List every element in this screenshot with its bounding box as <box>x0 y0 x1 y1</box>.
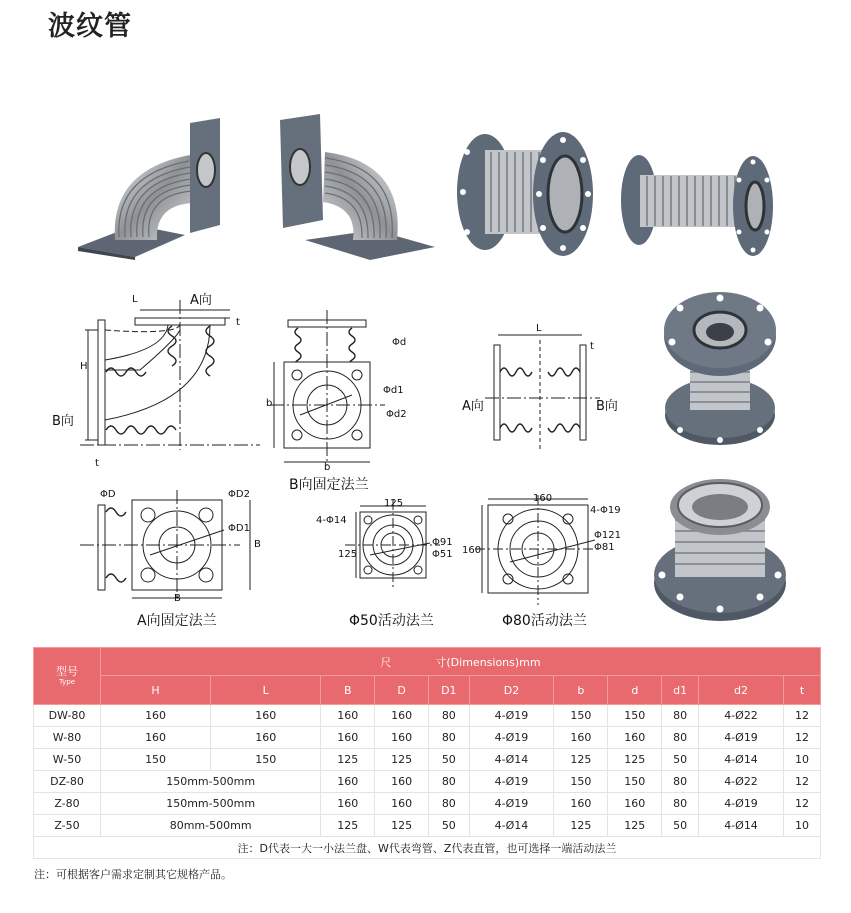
label-L-top: L <box>132 294 138 305</box>
cell: 50 <box>662 815 699 837</box>
table-row <box>34 749 821 771</box>
cell: 160 <box>321 705 375 727</box>
label-a-dir-mid: A向 <box>462 399 484 414</box>
cell: 4-Ø19 <box>699 727 784 749</box>
caption-b-fixed-flange: B向固定法兰 <box>289 477 369 493</box>
caption-a-fixed-flange: A向固定法兰 <box>137 613 217 629</box>
cell: 80 <box>429 771 469 793</box>
label-b-left: b <box>266 398 273 409</box>
cell: 150 <box>554 705 608 727</box>
col-header: t <box>783 676 820 705</box>
cell: 4-Ø19 <box>469 727 554 749</box>
label-t-mid: t <box>590 341 594 352</box>
cell: 50 <box>429 749 469 771</box>
cell: 160 <box>101 705 211 727</box>
cell: 150 <box>608 771 662 793</box>
cell: 160 <box>375 771 429 793</box>
label-a-dir-top: A向 <box>190 293 212 308</box>
caption-f50-flange: Φ50活动法兰 <box>349 613 434 629</box>
label-phiD2: ΦD2 <box>228 489 250 500</box>
col-header: B <box>321 676 375 705</box>
cell-type: W-80 <box>34 727 101 749</box>
cell: 150 <box>211 749 321 771</box>
caption-f80-flange: Φ80活动法兰 <box>502 613 587 629</box>
cell: 160 <box>375 793 429 815</box>
cell: 160 <box>554 793 608 815</box>
type-header-label-en: Type <box>58 678 76 686</box>
cell: 80 <box>429 793 469 815</box>
table-row <box>34 793 821 815</box>
cell: 4-Ø19 <box>469 793 554 815</box>
cell: 125 <box>321 749 375 771</box>
label-phi-d1: Φd1 <box>383 385 404 396</box>
label-B-bottom: B <box>174 593 181 604</box>
cell: 160 <box>608 793 662 815</box>
footnote: 注：可根据客户需求定制其它规格产品。 <box>34 868 232 881</box>
cell-range: 150mm-500mm <box>101 793 321 815</box>
cell: 80 <box>662 727 699 749</box>
cell: 150 <box>608 705 662 727</box>
col-header: D2 <box>469 676 554 705</box>
label-B-right: B <box>254 539 261 550</box>
label-b-dir-left: B向 <box>52 414 74 429</box>
cell: 4-Ø14 <box>469 749 554 771</box>
cell: 160 <box>375 727 429 749</box>
cell: 125 <box>321 815 375 837</box>
label-f50-holes: 4-Φ14 <box>316 515 347 526</box>
col-header: L <box>211 676 321 705</box>
cell: 160 <box>375 705 429 727</box>
type-header-cell <box>34 648 101 705</box>
table-row <box>34 705 821 727</box>
label-phiD: ΦD <box>100 489 116 500</box>
label-phiD1: ΦD1 <box>228 523 250 534</box>
label-f80-phi81: Φ81 <box>594 542 615 553</box>
label-L-mid: L <box>536 323 542 334</box>
cell: 4-Ø19 <box>469 771 554 793</box>
label-phi-d: Φd <box>392 337 407 348</box>
cell: 4-Ø14 <box>699 815 784 837</box>
cell: 50 <box>662 749 699 771</box>
col-header: H <box>101 676 211 705</box>
table-row <box>34 815 821 837</box>
cell-type: DZ-80 <box>34 771 101 793</box>
cell-range: 80mm-500mm <box>101 815 321 837</box>
cell: 80 <box>662 771 699 793</box>
cell: 4-Ø19 <box>469 705 554 727</box>
cell: 125 <box>554 815 608 837</box>
table-column-row <box>34 676 821 705</box>
cell: 4-Ø14 <box>699 749 784 771</box>
cell-type: Z-80 <box>34 793 101 815</box>
page-title: 波纹管 <box>48 11 132 42</box>
dimensions-header: 尺 寸(Dimensions)mm <box>101 648 821 676</box>
cell: 80 <box>429 705 469 727</box>
cell: 160 <box>211 705 321 727</box>
col-header: D1 <box>429 676 469 705</box>
cell: 160 <box>321 727 375 749</box>
label-H: H <box>80 361 88 372</box>
label-f80-phi121: Φ121 <box>594 530 621 541</box>
cell: 80 <box>662 793 699 815</box>
cell: 10 <box>783 815 820 837</box>
label-f50-125-top: 125 <box>384 498 404 509</box>
cell: 150 <box>554 771 608 793</box>
label-f50-phi91: Φ91 <box>432 537 453 548</box>
table-note: 注：D代表一大一小法兰盘、W代表弯管、Z代表直管，也可选择一端活动法兰 <box>34 837 821 859</box>
cell: 10 <box>783 749 820 771</box>
cell: 4-Ø14 <box>469 815 554 837</box>
cell: 160 <box>321 793 375 815</box>
cell: 160 <box>554 727 608 749</box>
cell: 125 <box>554 749 608 771</box>
label-f80-160-top: 160 <box>533 493 553 504</box>
cell: 150 <box>101 749 211 771</box>
cell-type: Z-50 <box>34 815 101 837</box>
cell-type: DW-80 <box>34 705 101 727</box>
cell: 4-Ø22 <box>699 771 784 793</box>
cell: 160 <box>211 727 321 749</box>
col-header: d <box>608 676 662 705</box>
col-header: b <box>554 676 608 705</box>
cell: 125 <box>608 749 662 771</box>
label-f80-holes: 4-Φ19 <box>590 505 621 516</box>
label-f50-125-left: 125 <box>338 549 358 560</box>
label-b-dir-mid: B向 <box>596 399 618 414</box>
col-header: d2 <box>699 676 784 705</box>
cell: 4-Ø22 <box>699 705 784 727</box>
cell: 125 <box>608 815 662 837</box>
cell: 80 <box>429 727 469 749</box>
col-header: d1 <box>662 676 699 705</box>
table-row <box>34 771 821 793</box>
label-t-top: t <box>236 317 240 328</box>
cell: 160 <box>321 771 375 793</box>
cell: 160 <box>101 727 211 749</box>
type-header-label: 型号 <box>56 665 78 678</box>
label-phi-d2: Φd2 <box>386 409 407 420</box>
cell: 12 <box>783 705 820 727</box>
cell-type: W-50 <box>34 749 101 771</box>
table-note-row <box>34 837 821 859</box>
label-t-bottom: t <box>95 458 99 469</box>
cell: 125 <box>375 749 429 771</box>
spec-table <box>33 647 821 859</box>
cell: 12 <box>783 793 820 815</box>
label-f80-160-left: 160 <box>462 545 482 556</box>
col-header: D <box>375 676 429 705</box>
cell: 125 <box>375 815 429 837</box>
cell: 12 <box>783 727 820 749</box>
label-f50-phi51: Φ51 <box>432 549 453 560</box>
table-header-row <box>34 648 821 676</box>
cell: 12 <box>783 771 820 793</box>
label-b-bottom: b <box>324 462 331 473</box>
table-row <box>34 727 821 749</box>
cell: 160 <box>608 727 662 749</box>
cell: 80 <box>662 705 699 727</box>
cell: 4-Ø19 <box>699 793 784 815</box>
cell: 50 <box>429 815 469 837</box>
cell-range: 150mm-500mm <box>101 771 321 793</box>
